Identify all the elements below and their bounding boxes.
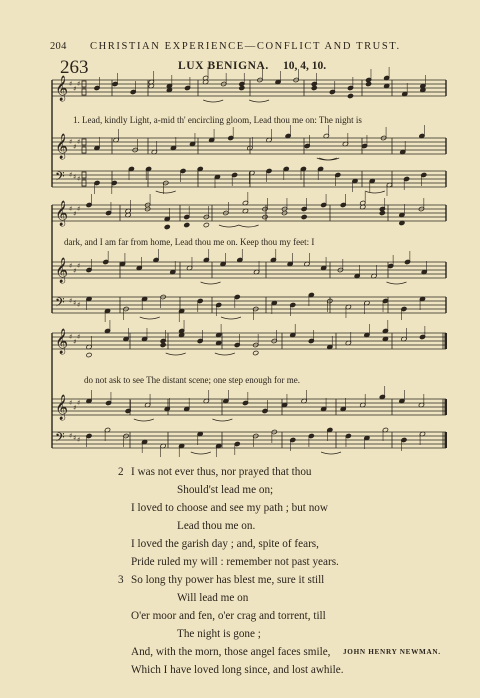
sharp-icon: ♯ bbox=[77, 175, 81, 183]
final-barline bbox=[445, 432, 448, 448]
verse-line: And, with the morn, those angel faces smile, bbox=[131, 646, 331, 658]
verse-number: 2 bbox=[118, 466, 124, 478]
slur-mark bbox=[249, 100, 269, 102]
treble-clef-icon: 𝄞 bbox=[55, 76, 69, 101]
sharp-icon: ♯ bbox=[77, 205, 81, 213]
sharp-icon: ♯ bbox=[73, 210, 77, 218]
sharp-icon: ♯ bbox=[69, 171, 73, 179]
note-head-icon bbox=[86, 352, 92, 357]
verse-line: Pride ruled my will : remember not past years. bbox=[131, 556, 339, 568]
sharp-icon: ♯ bbox=[69, 205, 73, 213]
hymn-meter: 10, 4, 10. bbox=[283, 60, 327, 72]
slur-mark bbox=[365, 191, 385, 193]
slur-mark bbox=[203, 100, 223, 102]
bass-clef-icon: 𝄢 bbox=[55, 430, 65, 448]
note-head-icon bbox=[301, 214, 307, 219]
sharp-icon: ♯ bbox=[69, 297, 73, 305]
treble-clef-icon: 𝄞 bbox=[55, 201, 69, 226]
author-credit: JOHN HENRY NEWMAN. bbox=[343, 648, 441, 656]
note-head-icon bbox=[239, 85, 245, 90]
lyrics-line-1: 1. Lead, kindly Light, a-mid th' encircling gloom, Lead thou me on: The night is bbox=[73, 115, 362, 125]
verse-line: I loved the garish day ; and, spite of fears, bbox=[131, 538, 319, 550]
sharp-icon: ♯ bbox=[73, 404, 77, 412]
verse-line: So long thy power has blest me, sure it still bbox=[131, 574, 325, 586]
treble-clef-icon: 𝄞 bbox=[55, 258, 69, 283]
slur-mark bbox=[156, 191, 176, 193]
treble-clef-icon: 𝄞 bbox=[55, 329, 69, 354]
final-barline bbox=[445, 399, 448, 415]
sharp-icon: ♯ bbox=[73, 143, 77, 151]
sharp-icon: ♯ bbox=[69, 432, 73, 440]
verse-line: O'er moor and fen, o'er crag and torrent, till bbox=[131, 610, 326, 622]
slur-mark bbox=[321, 452, 341, 454]
slur-mark bbox=[239, 225, 259, 227]
note-head-icon bbox=[164, 224, 170, 229]
note-head-icon bbox=[160, 342, 166, 347]
lyrics-line-2: dark, and I am far from home, Lead thou me on. Keep thou my feet: I bbox=[64, 237, 315, 247]
sharp-icon: ♯ bbox=[77, 399, 81, 407]
lyrics-line-3: do not ask to see The distant scene; one step enough for me. bbox=[84, 375, 301, 385]
slur-mark bbox=[140, 317, 160, 319]
sharp-icon: ♯ bbox=[73, 338, 77, 346]
running-title: CHRISTIAN EXPERIENCE—CONFLICT AND TRUST. bbox=[90, 41, 401, 52]
slur-mark bbox=[166, 353, 186, 355]
sharp-icon: ♯ bbox=[73, 434, 77, 442]
note-head-icon bbox=[365, 81, 371, 86]
slur-mark bbox=[191, 452, 211, 454]
bass-clef-icon: 𝄢 bbox=[55, 295, 65, 313]
verse-line: I was not ever thus, nor prayed that thou bbox=[131, 466, 312, 478]
sharp-icon: ♯ bbox=[69, 138, 73, 146]
sharp-icon: ♯ bbox=[77, 80, 81, 88]
final-barline bbox=[445, 333, 448, 349]
slur-mark bbox=[212, 419, 232, 421]
slur-mark bbox=[215, 353, 235, 355]
bass-clef-icon: 𝄢 bbox=[55, 169, 65, 187]
slur-mark bbox=[201, 282, 221, 284]
verse-line: Which I have loved long since, and lost awhile. bbox=[131, 664, 344, 676]
slur-mark bbox=[221, 317, 241, 319]
note-head-icon bbox=[184, 222, 190, 227]
slur-mark bbox=[219, 225, 239, 227]
sharp-icon: ♯ bbox=[73, 267, 77, 275]
slur-mark bbox=[134, 419, 154, 421]
note-head-icon bbox=[253, 350, 259, 355]
sharp-icon: ♯ bbox=[69, 333, 73, 341]
verse-line: I loved to choose and see my path ; but now bbox=[131, 502, 328, 514]
sharp-icon: ♯ bbox=[73, 173, 77, 181]
note-head-icon bbox=[379, 210, 385, 215]
sharp-icon: ♯ bbox=[77, 436, 81, 444]
sharp-icon: ♯ bbox=[77, 301, 81, 309]
hymn-number: 263 bbox=[60, 57, 89, 78]
verse-number: 3 bbox=[118, 574, 124, 586]
sharp-icon: ♯ bbox=[77, 262, 81, 270]
treble-clef-icon: 𝄞 bbox=[55, 395, 69, 420]
sharp-icon: ♯ bbox=[69, 399, 73, 407]
note-head-icon bbox=[311, 85, 317, 90]
sharp-icon: ♯ bbox=[77, 333, 81, 341]
sharp-icon: ♯ bbox=[73, 85, 77, 93]
note-head-icon bbox=[203, 222, 209, 227]
verse-line: The night is gone ; bbox=[177, 628, 261, 640]
sharp-icon: ♯ bbox=[69, 80, 73, 88]
treble-clef-icon: 𝄞 bbox=[55, 134, 69, 159]
sharp-icon: ♯ bbox=[69, 262, 73, 270]
page-number: 204 bbox=[50, 41, 67, 52]
slur-mark bbox=[386, 282, 406, 284]
note-head-icon bbox=[347, 93, 353, 98]
verse-line: Will lead me on bbox=[177, 592, 249, 604]
tune-name: LUX BENIGNA. bbox=[178, 60, 269, 72]
sharp-icon: ♯ bbox=[73, 299, 77, 307]
verse-line: Lead thou me on. bbox=[177, 520, 256, 532]
verse-line: Should'st lead me on; bbox=[177, 484, 274, 496]
sharp-icon: ♯ bbox=[77, 138, 81, 146]
